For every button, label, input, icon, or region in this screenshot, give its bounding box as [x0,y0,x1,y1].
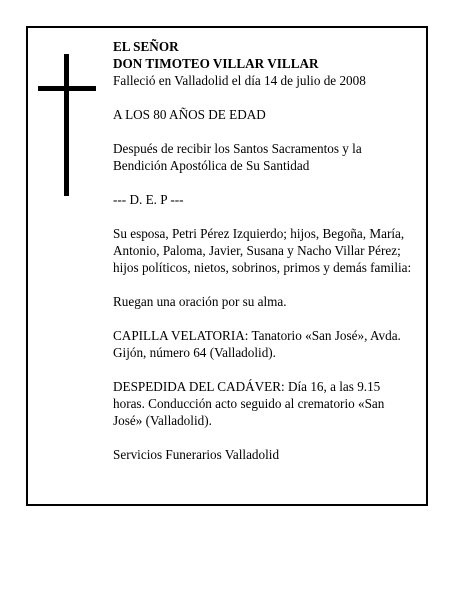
sacraments-line-1: Después de recibir los Santos Sacramentos y la [113,141,362,156]
chapel-line-2: Gijón, número 64 (Valladolid). [113,345,276,360]
cross-icon [64,54,69,196]
chapel-line-1: CAPILLA VELATORIA: Tanatorio «San José», Avda. [113,328,401,343]
rip-line: --- D. E. P --- [113,192,184,207]
farewell-line-2: horas. Conducción acto seguido al crematorio «San [113,396,385,411]
deceased-name: DON TIMOTEO VILLAR VILLAR [113,56,319,71]
death-line: Falleció en Valladolid el día 14 de julio de 2008 [113,73,366,88]
cross-icon-bar [38,86,96,91]
farewell-line-3: José» (Valladolid). [113,413,212,428]
family-line-2: Antonio, Paloma, Javier, Susana y Nacho Villar Pérez; [113,243,401,258]
age-line: A LOS 80 AÑOS DE EDAD [113,107,266,122]
title-line-1: EL SEÑOR [113,39,179,54]
services-line: Servicios Funerarios Valladolid [113,447,280,462]
sacraments-line-2: Bendición Apostólica de Su Santidad [113,158,310,173]
obituary-text [113,38,425,463]
prayer-line: Ruegan una oración por su alma. [113,294,287,309]
farewell-line-1: DESPEDIDA DEL CADÁVER: Día 16, a las 9.15 [113,379,381,394]
family-line-1: Su esposa, Petri Pérez Izquierdo; hijos, Begoña, María, [113,226,405,241]
family-line-3: hijos políticos, nietos, sobrinos, primos y demás familia: [113,260,412,275]
